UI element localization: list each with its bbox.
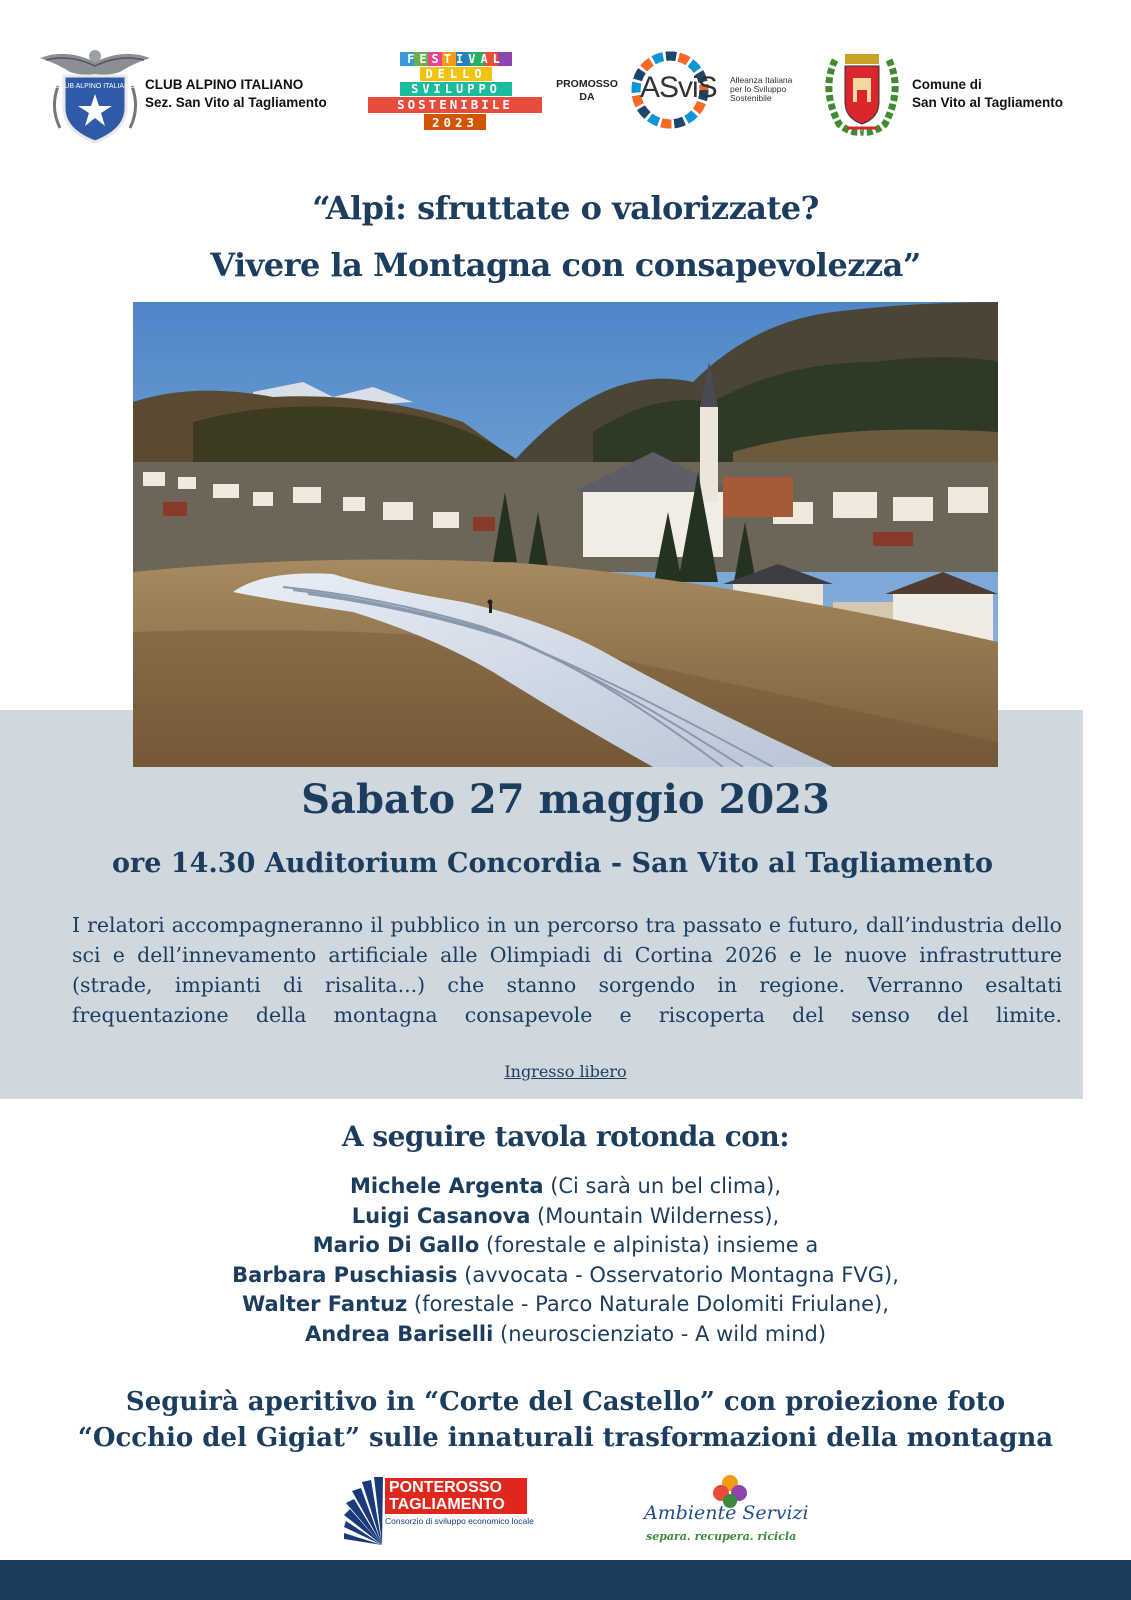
speaker-name: Michele Argenta xyxy=(349,1174,544,1198)
ponterosso-subtitle: Consorzio di sviluppo economico locale xyxy=(385,1516,534,1526)
aperitivo-line-1: Seguirà aperitivo in “Corte del Castello” con proiezione foto xyxy=(125,1387,1006,1417)
title-line-2: Vivere la Montagna con consapevolezza” xyxy=(210,246,921,284)
speaker-role: (forestale e alpinista) insieme a xyxy=(479,1233,819,1257)
festival-logo xyxy=(368,52,542,132)
speaker-name: Luigi Casanova xyxy=(351,1203,531,1228)
ambiente-name: Ambiente Servizi xyxy=(644,1502,809,1524)
ponterosso-line-1: PONTEROSSO xyxy=(389,1479,502,1496)
round-table-title: A seguire tavola rotonda con: xyxy=(341,1120,790,1153)
ponterosso-line-2: TAGLIAMENTO xyxy=(389,1496,505,1513)
event-description: I relatori accompagneranno il pubblico in un percorso tra passato e futuro, dall’industria dello sci e dell’innevamento artificiale alle Olimpiadi di Cortina 2026 e le nuove infrastrutture (strade, impianti di risalita...) che stanno sorgendo in regione. Verranno esaltati frequentazione della montagna consapevole e riscoperta del senso del limite. xyxy=(72,913,1062,1027)
info-band xyxy=(0,710,1083,1099)
speaker-item xyxy=(0,1202,1131,1232)
speaker-item xyxy=(0,1231,1131,1261)
promoted-by-label xyxy=(552,78,622,104)
speaker-role: (avvocata - Osservatorio Montagna FVG), xyxy=(457,1262,899,1287)
promoted-line-1: PROMOSSO xyxy=(556,78,618,90)
ponterosso-name xyxy=(385,1478,527,1514)
cai-line-2: Sez. San Vito al Tagliamento xyxy=(145,95,327,110)
asvis-sub-1: Alleanza Italiana xyxy=(730,75,793,85)
event-time-place: ore 14.30 Auditorium Concordia - San Vito al Tagliamento xyxy=(112,848,994,879)
comune-line-2: San Vito al Tagliamento xyxy=(912,95,1064,110)
speaker-role: (Ci sarà un bel clima), xyxy=(543,1174,782,1198)
speaker-item xyxy=(0,1290,1131,1320)
speaker-role: (forestale - Parco Naturale Dolomiti Friulane), xyxy=(407,1292,889,1316)
speaker-role: (Mountain Wilderness), xyxy=(530,1203,780,1228)
speaker-name: Barbara Puschiasis xyxy=(232,1262,458,1287)
speaker-list xyxy=(0,1172,1131,1349)
speaker-name: Walter Fantuz xyxy=(242,1292,408,1316)
title-line-1: “Alpi: sfruttate o valorizzate? xyxy=(312,189,819,227)
promoted-line-2: DA xyxy=(579,91,595,103)
festival-line-5: 2023 xyxy=(431,115,479,130)
cai-line-1: CLUB ALPINO ITALIANO xyxy=(145,77,304,92)
asvis-sub-2: per lo Sviluppo xyxy=(730,84,787,94)
speaker-item xyxy=(0,1320,1131,1350)
asvis-sub-3: Sostenibile xyxy=(730,93,772,103)
asvis-name: ASviS xyxy=(640,71,717,104)
event-title xyxy=(0,180,1131,294)
aperitivo-line-2: “Occhio del Gigiat” sulle innaturali trasformazioni della montagna xyxy=(77,1423,1054,1453)
speaker-name: Mario Di Gallo xyxy=(312,1233,480,1257)
festival-line-2: DELLO xyxy=(425,67,487,81)
comune-line-1: Comune di xyxy=(912,77,982,92)
aperitivo-notice xyxy=(0,1384,1131,1456)
cai-eagle-logo xyxy=(36,46,154,144)
comune-name xyxy=(912,76,1063,112)
comune-coat-of-arms xyxy=(817,50,907,136)
alpine-village-photo xyxy=(133,302,998,767)
asvis-subtitle xyxy=(730,76,800,103)
cai-badge-text: CLUB ALPINO ITALIANO xyxy=(55,83,135,90)
cai-name xyxy=(145,76,327,112)
speaker-role: (neuroscienziato - A wild mind) xyxy=(493,1321,827,1346)
festival-line-1: FESTIVAL xyxy=(407,52,505,66)
speaker-item xyxy=(0,1261,1131,1291)
event-date: Sabato 27 maggio 2023 xyxy=(301,776,830,823)
festival-line-3: SVILUPPO xyxy=(411,82,501,96)
footer-bar xyxy=(0,1560,1131,1600)
free-entry-label: Ingresso libero xyxy=(504,1062,627,1081)
speaker-item xyxy=(0,1172,1131,1202)
speaker-name: Andrea Bariselli xyxy=(304,1321,494,1346)
ambiente-tagline: separa. recupera. ricicla xyxy=(646,1530,797,1543)
festival-line-4: SOSTENIBILE xyxy=(397,97,513,112)
